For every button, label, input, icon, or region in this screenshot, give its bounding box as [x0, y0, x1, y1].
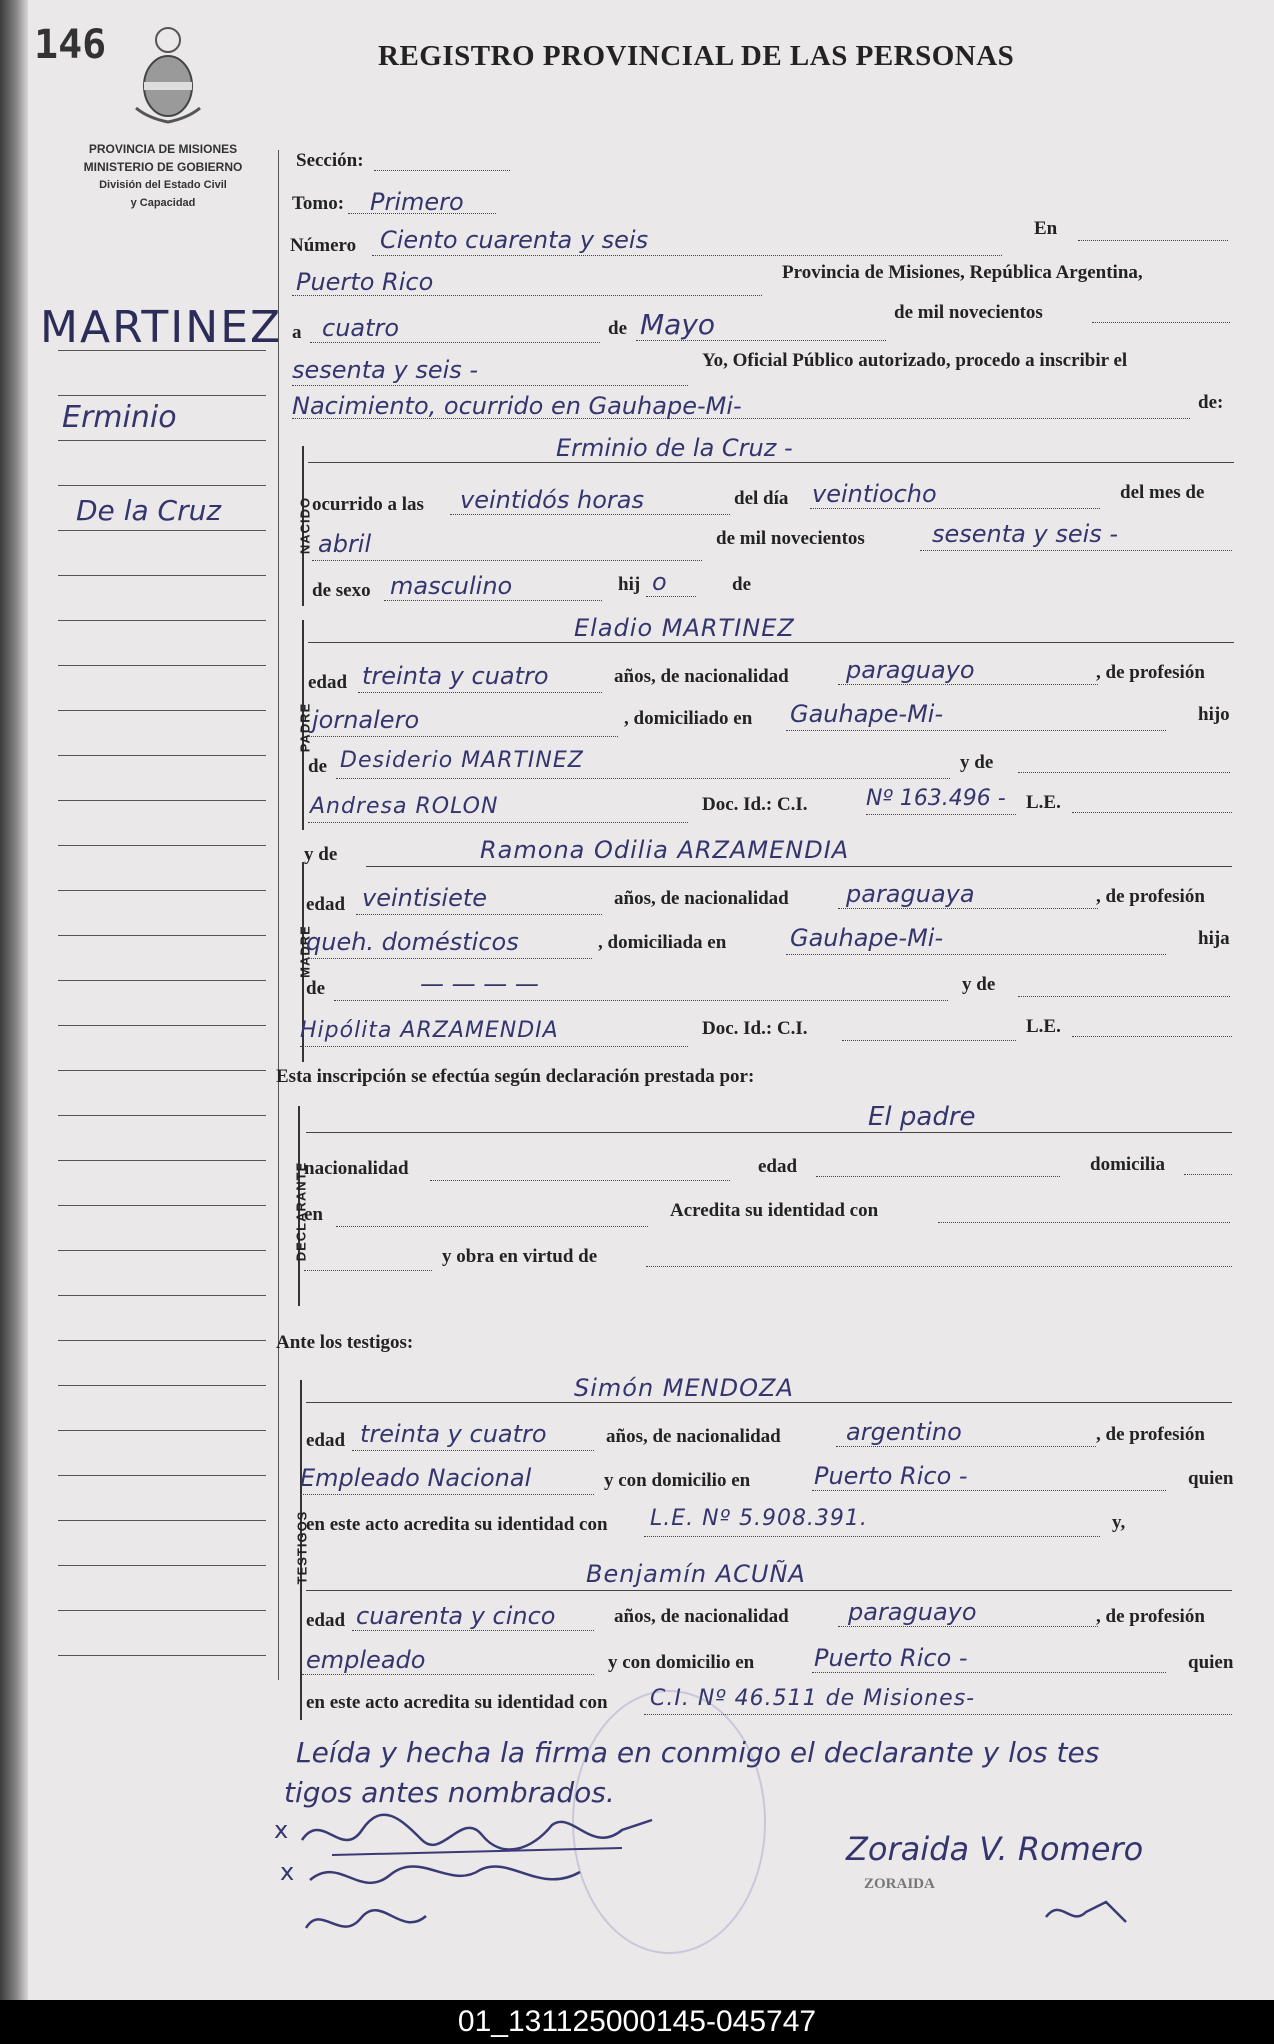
label-profesion-madre: , de profesión	[1096, 886, 1205, 907]
label-ocurrido: ocurrido a las	[312, 494, 424, 515]
field-testigo2-edad: cuarenta y cinco	[356, 1602, 556, 1630]
label-hij: hij	[618, 574, 641, 595]
label-inscripcion: Esta inscripción se efectúa según declaración prestada por:	[276, 1066, 755, 1087]
label-domicilia: domicilia	[1090, 1154, 1165, 1175]
field-padre-nombre: Eladio MARTINEZ	[574, 614, 795, 642]
label-anios-nac-testigo2: años, de nacionalidad	[614, 1606, 789, 1627]
field-anio-nacimiento: sesenta y seis -	[932, 520, 1119, 548]
field-testigo1-doc: L.E. Nº 5.908.391.	[650, 1506, 868, 1531]
label-doc-madre: Doc. Id.: C.I.	[702, 1018, 808, 1039]
page-number: 146	[34, 22, 107, 68]
label-acredita: Acredita su identidad con	[670, 1200, 879, 1221]
label-ante-testigos: Ante los testigos:	[276, 1332, 414, 1353]
field-padre-nacionalidad: paraguayo	[846, 656, 975, 684]
label-profesion-testigo2: , de profesión	[1096, 1606, 1205, 1627]
field-declarante: El padre	[868, 1102, 976, 1132]
book-binding	[0, 0, 28, 2000]
label-sexo: de sexo	[312, 580, 371, 601]
field-testigo1-nacionalidad: argentino	[846, 1418, 962, 1446]
field-testigo2-profesion: empleado	[306, 1646, 426, 1674]
field-testigo1-nombre: Simón MENDOZA	[574, 1374, 794, 1402]
field-mes-nacimiento: abril	[318, 530, 372, 558]
label-numero: Número	[290, 235, 357, 256]
field-numero: Ciento cuarenta y seis	[380, 226, 649, 254]
field-madre-nombre: Ramona Odilia ARZAMENDIA	[480, 836, 850, 864]
label-edad-madre: edad	[306, 894, 346, 915]
field-testigo2-nombre: Benjamín ACUÑA	[586, 1560, 806, 1588]
field-anio: sesenta y seis -	[292, 356, 479, 384]
field-testigo2-doc: C.I. Nº 46.511 de Misiones-	[650, 1686, 976, 1711]
field-hij: o	[652, 568, 667, 596]
label-en-declarante: en	[304, 1204, 323, 1225]
field-madre-madre: Hipólita ARZAMENDIA	[300, 1018, 559, 1043]
coat-of-arms-icon	[128, 18, 208, 128]
label-del-mes: del mes de	[1120, 482, 1205, 503]
field-testigo2-domicilio: Puerto Rico -	[814, 1644, 968, 1672]
label-edad-testigo1: edad	[306, 1430, 346, 1451]
label-hija: hija	[1198, 928, 1230, 949]
field-testigo1-domicilio: Puerto Rico -	[814, 1462, 968, 1490]
label-hijo: hijo	[1198, 704, 1230, 725]
label-yo-oficial: Yo, Oficial Público autorizado, procedo a inscribir el	[702, 350, 1128, 371]
label-y-de-madre: y de	[304, 844, 338, 865]
field-padre-padre: Desiderio MARTINEZ	[340, 748, 584, 773]
closing-line-2: tigos antes nombrados.	[284, 1776, 615, 1809]
closing-line-1: Leída y hecha la firma en conmigo el declarante y los tes	[296, 1736, 1100, 1769]
signature-mark-x1: x	[274, 1816, 289, 1844]
label-quien-1: quien	[1188, 1468, 1234, 1489]
field-madre-domicilio: Gauhape-Mi-	[790, 924, 944, 952]
label-obra: y obra en virtud de	[442, 1246, 598, 1267]
field-padre-domicilio: Gauhape-Mi-	[790, 700, 944, 728]
label-le-padre: L.E.	[1026, 792, 1061, 813]
field-lugar: Puerto Rico	[296, 268, 434, 296]
field-padre-doc: Nº 163.496 -	[866, 786, 1006, 811]
field-padre-profesion: jornalero	[312, 706, 420, 734]
label-en-este-acto-2: en este acto acredita su identidad con	[306, 1692, 608, 1713]
label-de-madre-padre: de	[306, 978, 325, 999]
signature-mark-x2: x	[280, 1858, 295, 1886]
label-profesion-padre: , de profesión	[1096, 662, 1205, 683]
margin-surname: MARTINEZ	[40, 302, 283, 353]
ministry-line: y Capacidad	[130, 197, 196, 209]
field-dia: cuatro	[322, 314, 400, 342]
margin-second-name: De la Cruz	[76, 494, 222, 527]
label-doc-padre: Doc. Id.: C.I.	[702, 794, 808, 815]
field-testigo1-profesion: Empleado Nacional	[300, 1464, 532, 1492]
field-sexo: masculino	[390, 572, 513, 600]
field-madre-padre: — — — —	[420, 970, 539, 998]
label-de-mil-novecientos-2: de mil novecientos	[716, 528, 865, 549]
label-de: de	[608, 318, 627, 339]
field-padre-madre: Andresa ROLON	[310, 794, 499, 819]
label-y-comma: y,	[1112, 1512, 1126, 1533]
section-label-madre: MADRE	[297, 925, 313, 978]
section-label-nacido: NACIDO	[297, 496, 313, 555]
label-domiciliado: , domiciliado en	[624, 708, 753, 729]
margin-given-name: Erminio	[62, 400, 177, 435]
label-anios-nac-testigo1: años, de nacionalidad	[606, 1426, 781, 1447]
label-y-de-madre-2: y de	[962, 974, 996, 995]
label-y-de-padre: y de	[960, 752, 994, 773]
label-de-2: de	[732, 574, 751, 595]
field-acto: Nacimiento, ocurrido en Gauhape-Mi-	[292, 392, 742, 420]
label-quien-2: quien	[1188, 1652, 1234, 1673]
label-nacionalidad-declarante: nacionalidad	[304, 1158, 409, 1179]
label-edad-declarante: edad	[758, 1156, 798, 1177]
label-de-padre-padre: de	[308, 756, 327, 777]
section-label-padre: PADRE	[297, 702, 313, 753]
ministry-line: MINISTERIO DE GOBIERNO	[83, 160, 243, 174]
field-tomo: Primero	[370, 188, 464, 216]
label-edad-testigo2: edad	[306, 1610, 346, 1631]
ministry-block	[58, 140, 268, 212]
label-provincia: Provincia de Misiones, República Argentina,	[782, 262, 1143, 283]
label-en-este-acto-1: en este acto acredita su identidad con	[306, 1514, 608, 1535]
label-domiciliada: , domiciliada en	[598, 932, 727, 953]
field-testigo2-nacionalidad: paraguayo	[848, 1598, 977, 1626]
label-anios-nacionalidad-madre: años, de nacionalidad	[614, 888, 789, 909]
field-dia-nacimiento: veintiocho	[812, 480, 937, 508]
label-de-colon: de:	[1198, 392, 1224, 413]
label-le-madre: L.E.	[1026, 1016, 1061, 1037]
label-profesion-testigo1: , de profesión	[1096, 1424, 1205, 1445]
field-testigo1-edad: treinta y cuatro	[360, 1420, 547, 1448]
field-padre-edad: treinta y cuatro	[362, 662, 549, 690]
label-seccion: Sección:	[296, 150, 364, 171]
ministry-line: División del Estado Civil	[99, 179, 227, 191]
stamp-official-name: ZORAIDA	[864, 1876, 935, 1892]
label-tomo: Tomo:	[292, 193, 345, 214]
signature-witness-2	[296, 1898, 456, 1948]
label-a: a	[292, 322, 302, 343]
label-anios-nacionalidad-padre: años, de nacionalidad	[614, 666, 789, 687]
registry-title: REGISTRO PROVINCIAL DE LAS PERSONAS	[378, 40, 1015, 72]
label-con-domicilio-1: y con domicilio en	[604, 1470, 751, 1491]
field-madre-profesion: queh. domésticos	[306, 928, 519, 956]
label-de-mil-novecientos: de mil novecientos	[894, 302, 1043, 323]
field-madre-nacionalidad: paraguaya	[846, 880, 975, 908]
ministry-line: PROVINCIA DE MISIONES	[88, 142, 238, 156]
label-en: En	[1034, 218, 1058, 239]
label-del-dia: del día	[734, 488, 789, 509]
field-mes: Mayo	[640, 308, 716, 341]
field-madre-edad: veintisiete	[362, 884, 488, 912]
section-label-testigos: TESTIGOS	[294, 1510, 310, 1585]
signature-initials	[1036, 1892, 1146, 1932]
label-con-domicilio-2: y con domicilio en	[608, 1652, 755, 1673]
signature-official: Zoraida V. Romero	[846, 1830, 1144, 1868]
field-nombre-nacido: Erminio de la Cruz -	[556, 434, 793, 462]
section-label-declarante: DECLARANTE	[293, 1161, 309, 1262]
label-edad-padre: edad	[308, 672, 348, 693]
scan-id-footer: 01_131125000145-045747	[0, 2000, 1274, 2044]
field-horas: veintidós horas	[460, 486, 644, 514]
